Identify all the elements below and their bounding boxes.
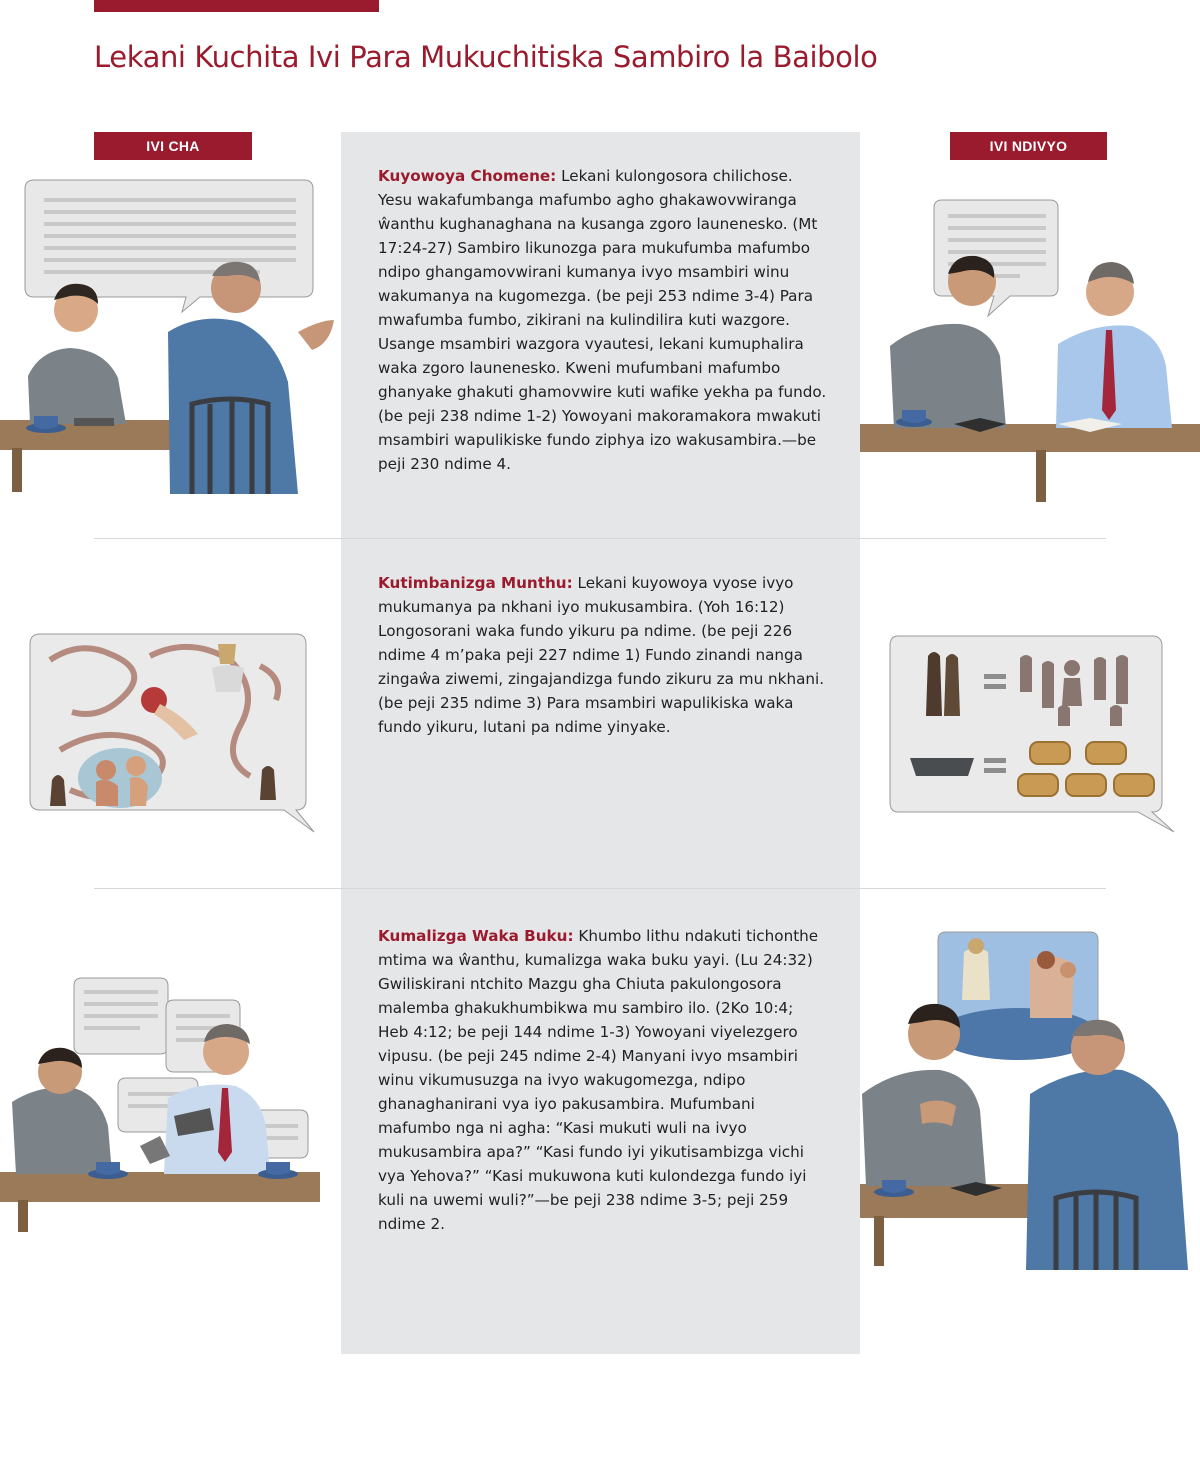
dont-label: IVI CHA [94,132,252,160]
illustration-rushing-book [0,976,320,1232]
illustration-reaching-heart [860,930,1200,1270]
section-2-lead: Kutimbanizga Munthu: [378,574,573,592]
section-divider [94,888,1106,889]
section-1-lead: Kuyowoya Chomene: [378,167,557,185]
section-1-body: Lekani kulongosora chilichose. Yesu wakafumbanga mafumbo agho ghakawovwiranga ŵanthu kughanaghana na kusanga zgoro launenesko. (Mt 17:24-27) Sambiro likunozga para mukufumba mafumbo ndipo ghangamovwirani kumanya ivyo msambiri winu wakumanya na kugomezga. (be peji 253 ndime 3-4) Para mwafumba fumbo, zikirani na kulindilira kuti wazgore. Usange msambiri wazgora vyautesi, lekani kumuphalira waka zgoro launenesko. Kweni mufumbani mafumbo ghanyake ghakuti ghamovwire kuti wafike yekha pa fundo. (be peji 238 ndime 1-2) Yowoyani makoramakora mwakuti msambiri wapulikiske fundo ziphya izo wakusambira.—be peji 230 ndime 4. [378,167,827,473]
illustration-good-discussion [860,196,1200,502]
section-3-text [378,924,828,1236]
section-2-body: Lekani kuyowoya vyose ivyo mukumanya pa nkhani iyo mukusambira. (Yoh 16:12) Longosorani waka fundo yikuru pa ndime. (be peji 226 ndime 4 m’paka peji 227 ndime 1) Fundo zinandi nanga zingaŵa ziwemi, zingajandizga fundo zikuru za mu nkhani. (be peji 235 ndime 3) Para msambiri wapulikiska waka fundo yikuru, lutani pa ndime yinyake. [378,574,825,736]
illustration-focused-point [888,634,1178,834]
page-title: Lekani Kuchita Ivi Para Mukuchitiska Sambiro la Baibolo [94,40,878,74]
section-3-body: Khumbo lithu ndakuti tichonthe mtima wa ŵanthu, kumalizga waka buku yayi. (Lu 24:32) Gwiliskirani ntchito Mazgu gha Chiuta pakulongosora malemba ghakukhumbikwa mu sambiro ilo. (2Ko 10:4; Heb 4:12; be peji 144 ndime 1-3) Yowoyani viyelezgero vipusu. (be peji 245 ndime 2-4) Manyani ivyo msambiri winu vikumusuzga na ivyo wakugomezga, ndipo ghanaghanirani vya iyo pakusambira. Mufumbani mafumbo nga ni agha: “Kasi mukuti wuli na ivyo mukusambira apa?” “Kasi fundo iyi yikutisambizga vichi vya Yehova?” “Kasi mukuwona kuti kulondezga fundo iyi kuli na uwemi wuli?”—be peji 238 ndime 3-5; peji 259 ndime 2. [378,927,819,1233]
section-2-text [378,571,828,739]
section-3-lead: Kumalizga Waka Buku: [378,927,574,945]
section-1-text [378,164,828,476]
do-label: IVI NDIVYO [950,132,1107,160]
illustration-talking-too-much [0,172,340,494]
section-divider [94,538,1106,539]
illustration-tangled-ideas [0,630,320,835]
top-accent-bar [94,0,379,12]
